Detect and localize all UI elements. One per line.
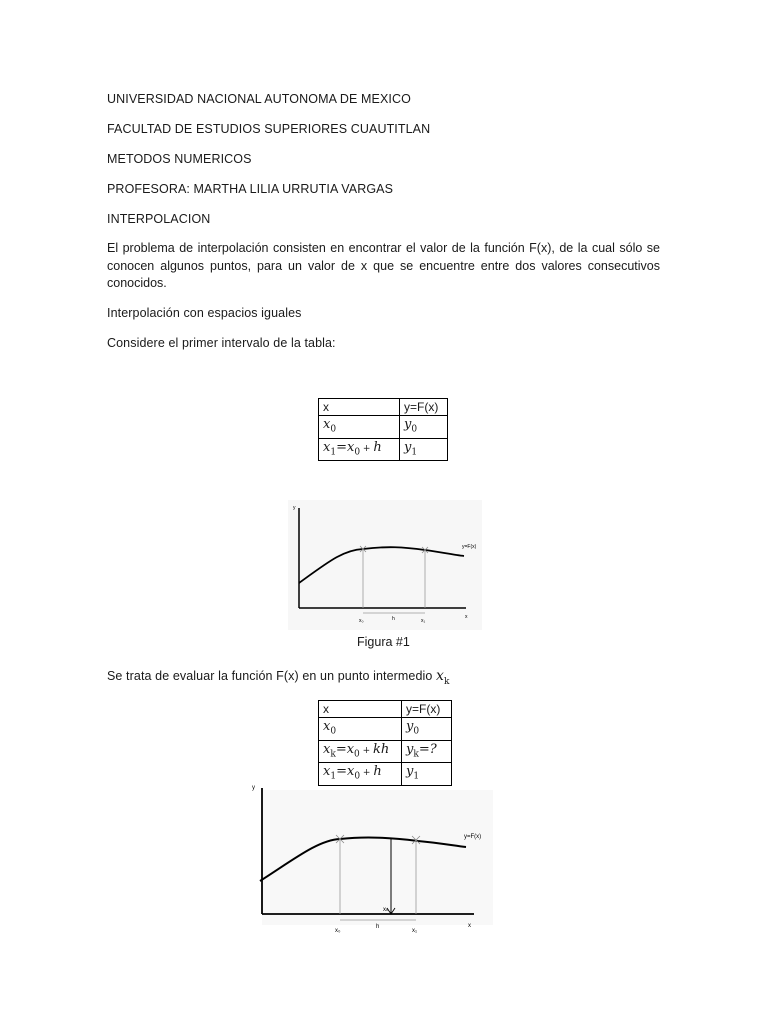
xk-symbol: $x_k$ [436, 668, 450, 687]
table-row [319, 740, 452, 763]
x0-label: x₀ [359, 618, 364, 624]
header-y: y=F(x) [402, 701, 452, 718]
formula-x1: $x_1=x_0 + h$ [319, 763, 402, 786]
evaluate-text [107, 668, 450, 687]
course-name: METODOS NUMERICOS [107, 152, 252, 166]
header-y: y=F(x) [400, 399, 448, 416]
h-label: h [376, 924, 380, 930]
formula-yk: $y_k=$? [402, 740, 452, 763]
faculty-name: FACULTAD DE ESTUDIOS SUPERIORES CUAUTITLAN [107, 122, 431, 136]
evaluate-sentence: Se trata de evaluar la función F(x) en un punto intermedio [107, 669, 433, 683]
x0-label: x₀ [335, 928, 341, 934]
formula-y0: $y_0$ [400, 416, 448, 439]
formula-xk: $x_k=x_0$ + kh [319, 740, 402, 763]
figure-1-caption: Figura #1 [357, 635, 410, 649]
x1-label: x₁ [412, 928, 418, 934]
x-axis-label: x [465, 614, 468, 620]
formula-y1: $y_1$ [402, 763, 452, 786]
figure-1-graph [288, 500, 482, 630]
figure-2-graph [248, 780, 493, 935]
header-x: x [319, 701, 402, 718]
subtitle: Interpolación con espacios iguales [107, 306, 302, 320]
topic-title: INTERPOLACION [107, 212, 211, 226]
intro-paragraph: El problema de interpolación consisten en encontrar el valor de la función F(x), de la cual sólo se conocen algunos puntos, para un valor de x que se encuentre entre dos valores consecutivos conocidos. [107, 241, 660, 290]
y-axis-label: y [252, 785, 255, 791]
formula-x0: $x_0$ [319, 416, 400, 439]
xk-label: xₖ [383, 907, 389, 913]
curve-label: y=F(x) [464, 834, 482, 840]
table-row [319, 399, 448, 416]
formula-x1: $x_1=x_0 + h$ [319, 438, 400, 461]
x-axis-label: x [468, 923, 471, 929]
interval-table-1 [318, 398, 448, 461]
interval-table-2 [318, 700, 452, 786]
graph-background [288, 500, 482, 630]
formula-y0: $y_0$ [402, 718, 452, 741]
x1-label: x₁ [421, 618, 426, 624]
university-name: UNIVERSIDAD NACIONAL AUTONOMA DE MEXICO [107, 92, 411, 106]
formula-y1: $y_1$ [400, 438, 448, 461]
y-axis-label: y [293, 505, 296, 511]
table-row [319, 438, 448, 461]
h-label: h [392, 616, 395, 622]
header-x: x [319, 399, 400, 416]
table-row [319, 718, 452, 741]
formula-x0: $x_0$ [319, 718, 402, 741]
consider-text: Considere el primer intervalo de la tabla: [107, 336, 336, 350]
professor-name: PROFESORA: MARTHA LILIA URRUTIA VARGAS [107, 182, 394, 196]
curve-label: y=F(x) [462, 544, 477, 550]
table-row [319, 416, 448, 439]
table-row [319, 701, 452, 718]
